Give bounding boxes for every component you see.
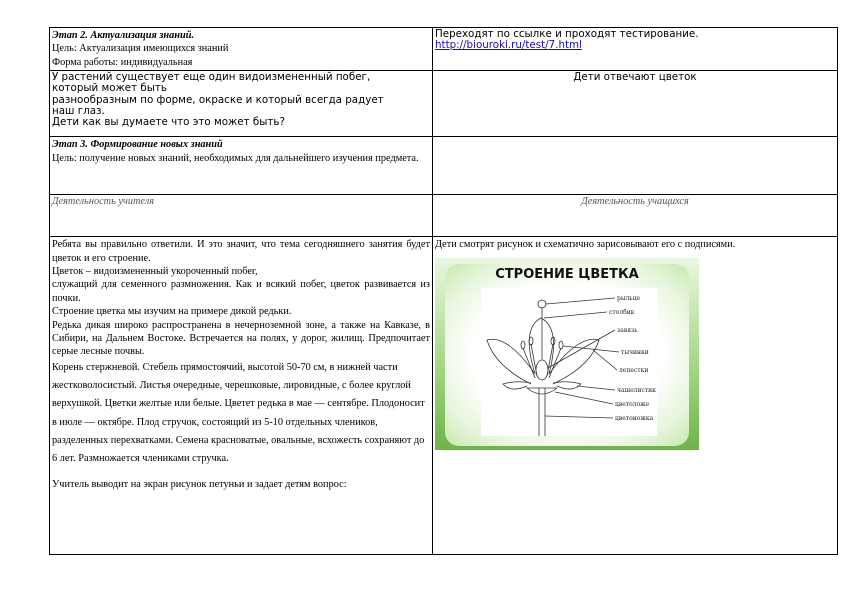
student-activity-cell — [433, 237, 838, 555]
figure-label: рыльце — [617, 294, 641, 302]
answer-cell — [433, 71, 838, 137]
figure-label: столбик — [609, 308, 635, 316]
student-header-cell — [433, 195, 838, 237]
anther-shape — [521, 341, 525, 349]
leader-line — [593, 350, 617, 370]
stage3-right-cell — [433, 137, 838, 195]
stem-line — [539, 388, 545, 436]
teacher-paragraph: Редька дикая широко распространена в нечерноземной зоне, а также на Кавказе, в Сибири, на Дальнем Востоке. Встречается на полях, у дорог, жилищ. Предпочитает серые лесные почвы. — [52, 319, 430, 358]
petal-center — [529, 318, 553, 374]
student-activity-text: Дети смотрят рисунок и схематично зарисовывают его с подписями. — [435, 239, 736, 251]
teacher-paragraph: Ребята вы правильно ответили. И это значит, что тема сегодняшнего занятия будет цветок и его строение. — [52, 239, 430, 264]
question-line: Дети как вы думаете что это может быть? — [52, 116, 285, 129]
ovary-shape — [536, 360, 548, 380]
question-line: У растений существует еще один видоизмененный побег, — [52, 71, 371, 84]
petal-right — [549, 339, 599, 384]
leader-line — [544, 312, 607, 318]
table-row-lesson — [50, 237, 838, 555]
table-row-stage3 — [50, 137, 838, 195]
stage3-title: Этап 3. Формирование новых знаний — [52, 139, 223, 151]
stage2-form: Форма работы: индивидуальная — [52, 56, 193, 68]
leader-line — [577, 386, 615, 390]
teacher-paragraph: Цветок – видоизмененный укороченный побег, — [52, 266, 258, 278]
anther-shape — [559, 341, 563, 349]
leader-line — [548, 330, 615, 368]
stage3-cell — [50, 137, 433, 195]
teacher-paragraph: Корень стержневой. Стебель прямостоячий, высотой 50-70 см, в нижней части жестковолосистый. Листья очередные, черешковые, лировидные, с более круглой верхушкой. Цветки желтые или белые. Цветет редька в мае — сентябре. Плодоносит в июле — октябре. Плод стручок, состоящий из 5-10 отдельных члеников, разделенных перехватками. Семена красноватые, овальные, всхожесть сохраняют до 6 лет. Размножается члениками стручка. — [52, 361, 425, 465]
figure-label: цветоложе — [615, 400, 650, 408]
table-row-stage2 — [50, 28, 838, 71]
stage2-goal: Цель: Актуализация имеющихся знаний — [52, 43, 229, 55]
table-row-question — [50, 71, 838, 137]
teacher-paragraph: Строение цветка мы изучим на примере дикой редьки. — [52, 306, 292, 318]
figure-title: СТРОЕНИЕ ЦВЕТКА — [495, 266, 639, 282]
teacher-paragraph: служащий для семенного размножения. Как и всякий побег, цветок развивается из почки. — [52, 279, 430, 304]
flower-structure-figure — [435, 258, 699, 450]
figure-label: завязь — [617, 326, 638, 334]
figure-label: цветоножка — [615, 414, 654, 422]
testing-cell — [433, 28, 838, 71]
teacher-activity-cell — [50, 237, 433, 555]
flower-diagram — [481, 288, 657, 436]
testing-text: Переходят по ссылке и проходят тестирование. — [435, 28, 699, 40]
stage2-title: Этап 2. Актуализация знаний. — [52, 30, 195, 41]
petal-left — [487, 339, 535, 384]
leader-line — [555, 392, 613, 404]
stigma-shape — [538, 300, 546, 308]
stage3-goal: Цель: получение новых знаний, необходимых для дальнейшего изучения предмета. — [52, 152, 419, 164]
figure-label: чашелистик — [617, 386, 656, 394]
question-cell — [50, 71, 433, 137]
test-link[interactable]: http://biouroki.ru/test/7.html — [435, 39, 582, 52]
table-row-headers — [50, 195, 838, 237]
lesson-table — [49, 27, 838, 555]
teacher-paragraph: Учитель выводит на экран рисунок петуньи и задает детям вопрос: — [52, 478, 347, 490]
question-line: который может быть — [52, 82, 167, 95]
stage2-cell — [50, 28, 433, 71]
question-line: наш глаз. — [52, 104, 105, 117]
question-line: разнообразным по форме, окраске и который всегда радует — [52, 93, 384, 106]
figure-label: тычинки — [621, 348, 649, 356]
teacher-activity-header: Деятельность учителя — [52, 196, 155, 208]
receptacle-shape — [527, 388, 557, 394]
leader-line — [545, 416, 613, 418]
leader-line — [546, 298, 615, 304]
student-activity-header: Деятельность учащихся — [581, 196, 689, 208]
answer-text: Дети отвечают цветок — [573, 71, 697, 84]
teacher-header-cell — [50, 195, 433, 237]
figure-label: лепестки — [619, 366, 649, 374]
